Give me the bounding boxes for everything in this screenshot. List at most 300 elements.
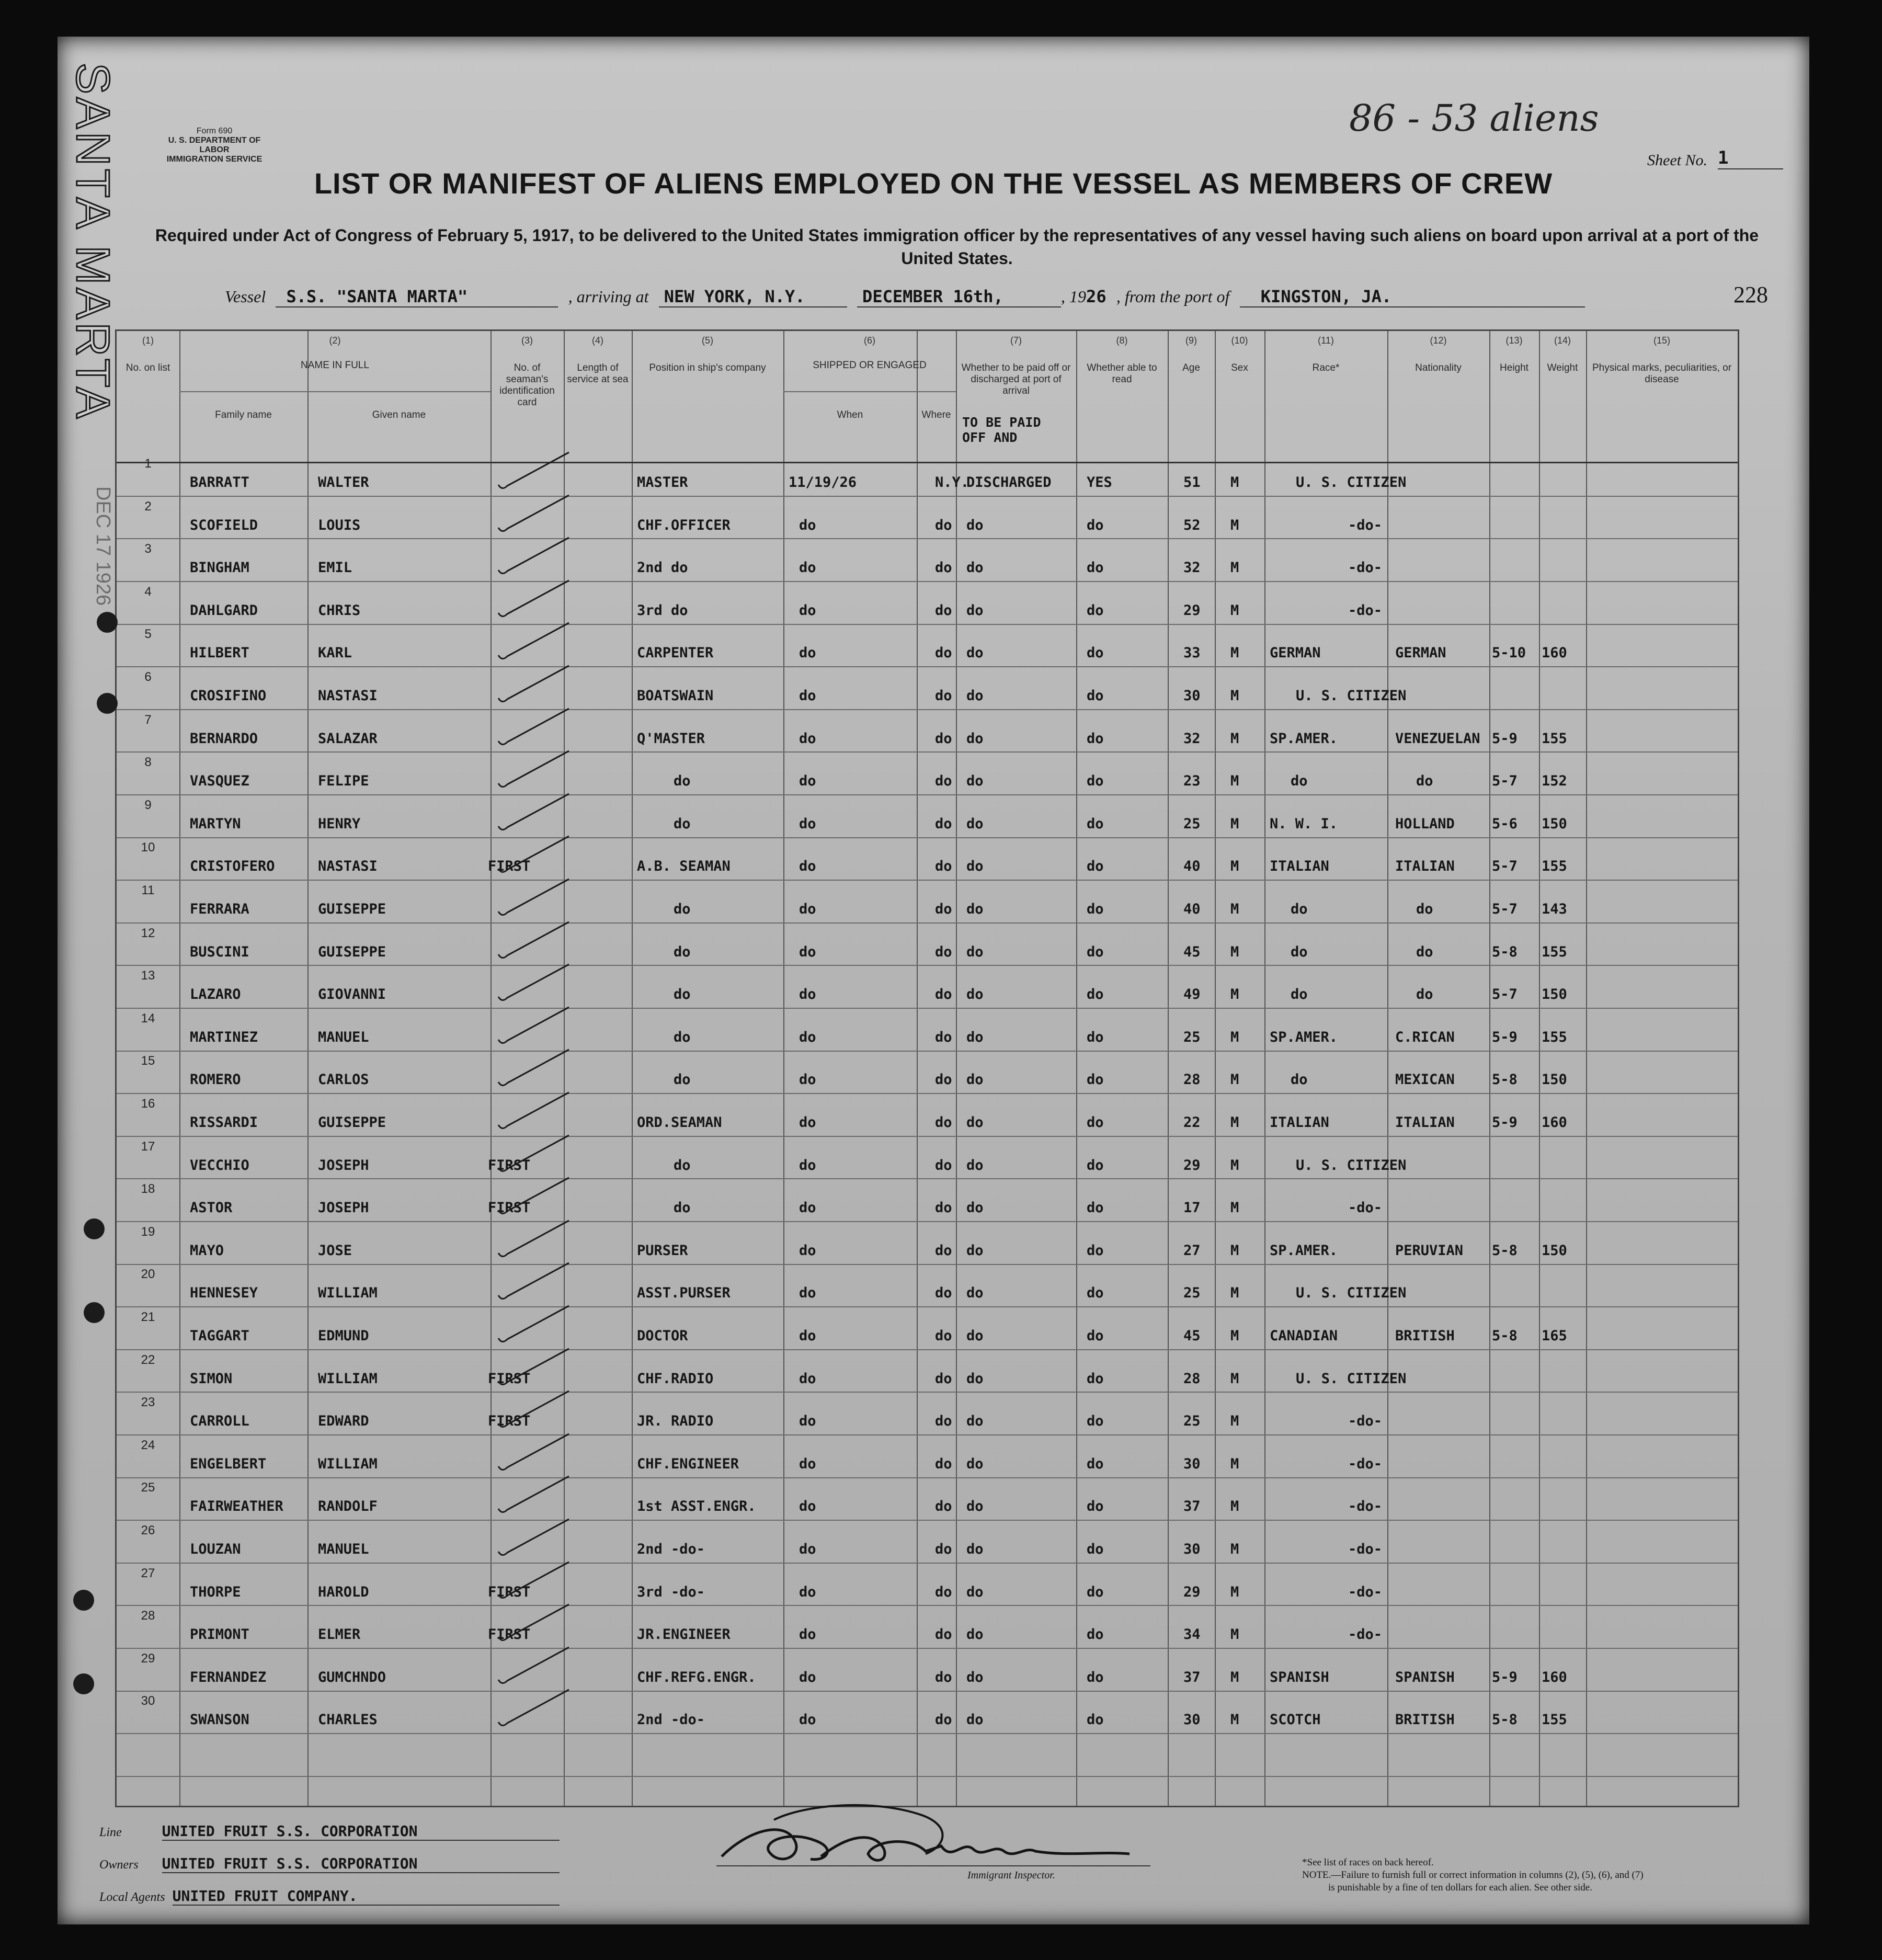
footer-notes	[1302, 1856, 1644, 1894]
row-rule	[117, 1733, 1738, 1734]
column-number: (4)	[592, 335, 603, 346]
paid-off-cell: do	[966, 1242, 984, 1259]
family-name-cell: SIMON	[190, 1370, 233, 1387]
row-rule	[117, 1520, 1738, 1521]
given-name-cell: JOSEPH	[318, 1200, 369, 1216]
position-cell: 3rd do	[637, 602, 688, 619]
paid-off-cell: do	[966, 1200, 984, 1216]
position-cell: CARPENTER	[637, 645, 714, 662]
race-cell: do	[1291, 986, 1308, 1003]
family-name-cell: FERRARA	[190, 901, 249, 918]
sex-cell: M	[1230, 602, 1239, 619]
department-name: U. S. DEPARTMENT OF LABOR	[168, 136, 261, 154]
column-number: (15)	[1653, 335, 1670, 346]
id-card-check-mark	[496, 1685, 574, 1733]
position-cell: do	[674, 1157, 691, 1173]
column-header: Whether to be paid off or discharged at port of arrival	[961, 362, 1071, 396]
manifest-sheet	[58, 37, 1809, 1924]
id-card-check-mark	[496, 1088, 574, 1135]
nationality-cell: MEXICAN	[1395, 1072, 1455, 1088]
id-card-cell: FIRST	[488, 1370, 531, 1387]
race-cell: do	[1291, 943, 1308, 960]
paid-off-cell: do	[966, 1029, 984, 1045]
column-rule	[632, 331, 633, 1806]
position-cell: DOCTOR	[637, 1328, 688, 1344]
given-name-cell: WILLIAM	[318, 1455, 378, 1472]
shipped-where-cell: do	[935, 602, 952, 619]
nationality-cell: ITALIAN	[1395, 858, 1455, 875]
given-name-cell: JOSE	[318, 1242, 352, 1259]
manifest-title: LIST OR MANIFEST OF ALIENS EMPLOYED ON THE VESSEL AS MEMBERS OF CREW	[314, 167, 1553, 200]
age-cell: 17	[1183, 1200, 1201, 1216]
when-subhead: When	[837, 409, 863, 420]
id-card-check-mark	[496, 491, 574, 538]
family-name-cell: TAGGART	[190, 1328, 249, 1344]
race-cell: -do-	[1348, 1626, 1383, 1643]
weight-cell: 155	[1542, 730, 1567, 747]
race-cell: SP.AMER.	[1270, 730, 1338, 747]
races-note: *See list of races on back hereof.	[1302, 1857, 1434, 1868]
race-cell: N. W. I.	[1270, 815, 1338, 832]
able-to-read-cell: do	[1087, 645, 1104, 662]
handwritten-count-note: 86 - 53 aliens	[1349, 97, 1599, 140]
sex-cell: M	[1230, 1157, 1239, 1173]
column-number: (14)	[1554, 335, 1571, 346]
id-card-check-mark	[496, 704, 574, 751]
age-cell: 34	[1183, 1626, 1201, 1643]
row-rule	[117, 922, 1738, 924]
able-to-read-cell: do	[1087, 602, 1104, 619]
arrival-year: 26	[1086, 287, 1107, 306]
row-rule	[117, 1221, 1738, 1222]
shipped-when-cell: do	[799, 688, 816, 704]
id-card-check-mark	[496, 1643, 574, 1690]
row-rule	[117, 1563, 1738, 1564]
from-port-label: , from the port of	[1116, 287, 1230, 306]
row-rule	[117, 1691, 1738, 1692]
height-cell: 5-8	[1492, 1328, 1518, 1344]
id-card-cell: FIRST	[488, 1200, 531, 1216]
shipped-where-cell: do	[935, 1328, 952, 1344]
given-name-cell: HAROLD	[318, 1583, 369, 1600]
row-rule	[117, 837, 1738, 838]
shipped-when-cell: do	[799, 986, 816, 1003]
line-label: Line	[99, 1826, 122, 1839]
vessel-label: Vessel	[225, 287, 266, 306]
age-cell: 29	[1183, 1157, 1201, 1173]
family-name-cell: BERNARDO	[190, 730, 258, 747]
sex-cell: M	[1230, 1541, 1239, 1558]
vessel-side-stamp: SANTA MARTA	[66, 63, 119, 422]
shipped-where-cell: do	[935, 858, 952, 875]
shipped-when-cell: do	[799, 560, 816, 576]
id-card-check-mark	[496, 1558, 574, 1605]
nationality-cell: GERMAN	[1395, 645, 1446, 662]
punch-hole	[84, 1218, 105, 1239]
able-to-read-cell: do	[1087, 730, 1104, 747]
race-cell: SP.AMER.	[1270, 1029, 1338, 1045]
column-header: NAME IN FULL	[301, 360, 369, 371]
sex-cell: M	[1230, 474, 1239, 491]
paid-off-cell: do	[966, 1626, 984, 1643]
position-cell: CHF.ENGINEER	[637, 1455, 739, 1472]
family-name-cell: MARTYN	[190, 815, 241, 832]
position-cell: Q'MASTER	[637, 730, 705, 747]
local-agents-value: UNITED FRUIT COMPANY.	[173, 1887, 560, 1906]
sheet-number-value: 1	[1718, 147, 1783, 169]
family-name-cell: CROSIFINO	[190, 688, 267, 704]
id-card-check-mark	[496, 790, 574, 837]
shipped-when-cell: do	[799, 1370, 816, 1387]
family-name-cell: ENGELBERT	[190, 1455, 267, 1472]
row-number: 1	[144, 457, 152, 471]
given-name-cell: WILLIAM	[318, 1285, 378, 1302]
id-card-cell: FIRST	[488, 1413, 531, 1430]
id-card-check-mark	[496, 619, 574, 666]
received-date-stamp: DEC 17 1926	[92, 486, 114, 606]
sex-cell: M	[1230, 1072, 1239, 1088]
row-rule	[117, 1178, 1738, 1179]
shipped-where-cell: do	[935, 986, 952, 1003]
sex-cell: M	[1230, 773, 1239, 790]
shipped-when-cell: do	[799, 815, 816, 832]
paid-off-cell: do	[966, 1712, 984, 1728]
shipped-where-cell: do	[935, 1583, 952, 1600]
weight-cell: 155	[1542, 943, 1567, 960]
able-to-read-cell: do	[1087, 688, 1104, 704]
race-cell: U. S. CITIZEN	[1296, 688, 1407, 704]
row-number: 21	[141, 1310, 155, 1325]
column-number: (3)	[521, 335, 533, 346]
row-number: 28	[141, 1609, 155, 1623]
row-rule	[117, 1093, 1738, 1094]
id-card-check-mark	[496, 1003, 574, 1050]
position-cell: ASST.PURSER	[637, 1285, 731, 1302]
position-cell: ORD.SEAMAN	[637, 1114, 722, 1131]
arrival-port: NEW YORK, N.Y.	[659, 287, 847, 307]
id-card-check-mark	[496, 662, 574, 709]
paid-off-cell: do	[966, 943, 984, 960]
given-name-cell: MANUEL	[318, 1541, 369, 1558]
column-header: Physical marks, peculiarities, or disease	[1592, 362, 1732, 385]
shipped-where-cell: do	[935, 1541, 952, 1558]
able-to-read-cell: do	[1087, 1072, 1104, 1088]
height-cell: 5-6	[1492, 815, 1518, 832]
age-cell: 30	[1183, 688, 1201, 704]
nationality-cell: SPANISH	[1395, 1669, 1455, 1685]
able-to-read-cell: do	[1087, 1200, 1104, 1216]
id-card-cell: FIRST	[488, 1157, 531, 1173]
row-number: 5	[144, 627, 152, 642]
column-number: (7)	[1010, 335, 1022, 346]
sex-cell: M	[1230, 517, 1239, 533]
id-card-check-mark	[496, 1216, 574, 1263]
height-cell: 5-9	[1492, 1029, 1518, 1045]
race-cell: SP.AMER.	[1270, 1242, 1338, 1259]
paid-off-cell: do	[966, 1455, 984, 1472]
given-name-cell: GUISEPPE	[318, 943, 386, 960]
column-number: (11)	[1318, 335, 1334, 346]
row-number: 30	[141, 1694, 155, 1708]
row-number: 16	[141, 1097, 155, 1111]
row-number: 15	[141, 1054, 155, 1068]
penalty-note-continued: is punishable by a fine of ten dollars for each alien. See other side.	[1328, 1882, 1592, 1893]
family-name-cell: MAYO	[190, 1242, 224, 1259]
column-header: Age	[1182, 362, 1200, 373]
race-cell: U. S. CITIZEN	[1296, 474, 1407, 491]
row-number: 4	[144, 584, 152, 599]
paid-off-cell: do	[966, 901, 984, 918]
family-name-cell: LAZARO	[190, 986, 241, 1003]
row-rule	[117, 581, 1738, 582]
height-cell: 5-7	[1492, 901, 1518, 918]
id-card-check-mark	[496, 576, 574, 623]
able-to-read-cell: do	[1087, 1370, 1104, 1387]
race-cell: CANADIAN	[1270, 1328, 1338, 1344]
weight-cell: 143	[1542, 901, 1567, 918]
row-rule	[117, 1136, 1738, 1137]
paid-off-cell: do	[966, 1328, 984, 1344]
position-cell: 2nd do	[637, 560, 688, 576]
race-cell: -do-	[1348, 602, 1383, 619]
punch-hole	[97, 693, 118, 714]
row-number: 29	[141, 1651, 155, 1666]
id-card-check-mark	[496, 747, 574, 794]
vessel-name: S.S. "SANTA MARTA"	[276, 287, 558, 307]
paid-off-cell: do	[966, 1498, 984, 1515]
local-agents-label: Local Agents	[99, 1890, 165, 1904]
shipped-where-cell: do	[935, 1626, 952, 1643]
height-cell: 5-10	[1492, 645, 1526, 662]
position-cell: MASTER	[637, 474, 688, 491]
paid-off-cell: do	[966, 1157, 984, 1173]
able-to-read-cell: do	[1087, 815, 1104, 832]
position-cell: do	[674, 901, 691, 918]
sex-cell: M	[1230, 1626, 1239, 1643]
id-card-cell: FIRST	[488, 1583, 531, 1600]
row-rule	[117, 1051, 1738, 1052]
race-cell: SPANISH	[1270, 1669, 1329, 1685]
race-cell: GERMAN	[1270, 645, 1321, 662]
shipped-when-cell: do	[799, 517, 816, 533]
row-rule	[117, 751, 1738, 753]
position-cell: A.B. SEAMAN	[637, 858, 731, 875]
position-cell: CHF.RADIO	[637, 1370, 714, 1387]
id-card-check-mark	[496, 1600, 574, 1647]
family-name-cell: SWANSON	[190, 1712, 249, 1728]
column-rule	[1264, 331, 1265, 1806]
given-name-cell: NASTASI	[318, 858, 378, 875]
position-cell: CHF.OFFICER	[637, 517, 731, 533]
sex-cell: M	[1230, 901, 1239, 918]
age-cell: 40	[1183, 901, 1201, 918]
family-name-cell: PRIMONT	[190, 1626, 249, 1643]
family-name-cell: THORPE	[190, 1583, 241, 1600]
row-rule	[117, 1349, 1738, 1350]
column-number: (5)	[702, 335, 713, 346]
nationality-cell: ITALIAN	[1395, 1114, 1455, 1131]
race-cell: -do-	[1348, 560, 1383, 576]
shipped-when-cell: do	[799, 730, 816, 747]
id-card-check-mark	[496, 1045, 574, 1092]
given-name-cell: LOUIS	[318, 517, 361, 533]
sex-cell: M	[1230, 1712, 1239, 1728]
family-name-cell: LOUZAN	[190, 1541, 241, 1558]
column-rule	[179, 331, 180, 1806]
punch-hole	[84, 1302, 105, 1323]
able-to-read-cell: do	[1087, 517, 1104, 533]
column-rule	[917, 331, 918, 1806]
age-cell: 27	[1183, 1242, 1201, 1259]
nationality-cell: BRITISH	[1395, 1328, 1455, 1344]
family-name-cell: HILBERT	[190, 645, 249, 662]
given-name-cell: GUISEPPE	[318, 901, 386, 918]
position-cell: do	[674, 1029, 691, 1045]
family-name-cell: CARROLL	[190, 1413, 249, 1430]
vessel-line	[225, 287, 1585, 307]
able-to-read-cell: do	[1087, 1114, 1104, 1131]
able-to-read-cell: do	[1087, 986, 1104, 1003]
sex-cell: M	[1230, 1114, 1239, 1131]
column-header: No. of seaman's identification card	[499, 362, 555, 408]
height-cell: 5-9	[1492, 1669, 1518, 1685]
manifest-subtitle: Required under Act of Congress of February 5, 1917, to be delivered to the United States immigration officer by the representatives of any vessel having such aliens on board upon arrival at a port of the United States.	[155, 226, 1759, 268]
age-cell: 28	[1183, 1370, 1201, 1387]
id-card-check-mark	[496, 1173, 574, 1221]
age-cell: 29	[1183, 602, 1201, 619]
able-to-read-cell: do	[1087, 560, 1104, 576]
weight-cell: 150	[1542, 986, 1567, 1003]
family-name-cell: BUSCINI	[190, 943, 249, 960]
sex-cell: M	[1230, 943, 1239, 960]
race-cell: ITALIAN	[1270, 1114, 1329, 1131]
race-cell: -do-	[1348, 1498, 1383, 1515]
weight-cell: 155	[1542, 1029, 1567, 1045]
shipped-where-cell: do	[935, 815, 952, 832]
sex-cell: M	[1230, 1669, 1239, 1685]
nationality-cell: do	[1416, 901, 1433, 918]
age-cell: 22	[1183, 1114, 1201, 1131]
paid-off-cell: do	[966, 1583, 984, 1600]
paid-off-cell: do	[966, 1285, 984, 1302]
sheet-number-label: Sheet No.	[1647, 152, 1707, 169]
sex-cell: M	[1230, 1029, 1239, 1045]
height-cell: 5-8	[1492, 943, 1518, 960]
row-number: 20	[141, 1267, 155, 1282]
row-rule	[117, 1776, 1738, 1777]
row-number: 10	[141, 840, 155, 855]
shipped-when-cell: do	[799, 773, 816, 790]
able-to-read-cell: do	[1087, 1328, 1104, 1344]
shipped-where-cell: N.Y.	[935, 474, 969, 491]
paid-off-cell: do	[966, 858, 984, 875]
family-name-cell: VASQUEZ	[190, 773, 249, 790]
sex-cell: M	[1230, 688, 1239, 704]
row-number: 14	[141, 1011, 155, 1025]
id-card-check-mark	[496, 918, 574, 965]
shipped-when-cell: do	[799, 1541, 816, 1558]
id-card-check-mark	[496, 875, 574, 922]
shipped-when-cell: 11/19/26	[789, 474, 857, 491]
shipped-where-cell: do	[935, 1242, 952, 1259]
column-rule	[1215, 331, 1216, 1806]
punch-hole	[73, 1673, 94, 1694]
able-to-read-cell: do	[1087, 943, 1104, 960]
crew-table	[115, 329, 1739, 1807]
given-name-cell: CARLOS	[318, 1072, 369, 1088]
age-cell: 51	[1183, 474, 1201, 491]
family-name-cell: CRISTOFERO	[190, 858, 275, 875]
column-header: Length of service at sea	[567, 362, 629, 385]
race-cell: ITALIAN	[1270, 858, 1329, 875]
row-number: 19	[141, 1224, 155, 1239]
row-number: 27	[141, 1566, 155, 1580]
shipped-where-cell: do	[935, 1157, 952, 1173]
position-cell: JR. RADIO	[637, 1413, 714, 1430]
shipped-where-cell: do	[935, 1455, 952, 1472]
sex-cell: M	[1230, 1370, 1239, 1387]
service-name: IMMIGRATION SERVICE	[166, 155, 263, 164]
shipped-where-cell: do	[935, 1114, 952, 1131]
height-cell: 5-9	[1492, 730, 1518, 747]
race-cell: -do-	[1348, 1583, 1383, 1600]
race-cell: -do-	[1348, 517, 1383, 533]
row-number: 3	[144, 542, 152, 556]
shipped-when-cell: do	[799, 1498, 816, 1515]
id-card-check-mark	[496, 1515, 574, 1562]
shipped-when-cell: do	[799, 943, 816, 960]
sex-cell: M	[1230, 1455, 1239, 1472]
able-to-read-cell: do	[1087, 901, 1104, 918]
shipped-where-cell: do	[935, 645, 952, 662]
row-number: 24	[141, 1438, 155, 1452]
age-cell: 32	[1183, 730, 1201, 747]
column-number: (2)	[329, 335, 341, 346]
weight-cell: 155	[1542, 1712, 1567, 1728]
header-rule	[117, 462, 1738, 463]
paid-off-cell: do	[966, 1114, 984, 1131]
family-name-cell: ASTOR	[190, 1200, 233, 1216]
position-cell: 1st ASST.ENGR.	[637, 1498, 756, 1515]
family-name-subhead: Family name	[215, 409, 272, 420]
shipped-where-cell: do	[935, 517, 952, 533]
row-rule	[117, 666, 1738, 667]
row-rule	[117, 1392, 1738, 1393]
shipped-where-cell: do	[935, 688, 952, 704]
column-number: (1)	[142, 335, 154, 346]
age-cell: 25	[1183, 1413, 1201, 1430]
shipped-where-cell: do	[935, 901, 952, 918]
column-header: Race*	[1312, 362, 1340, 373]
sex-cell: M	[1230, 1200, 1239, 1216]
shipped-when-cell: do	[799, 1413, 816, 1430]
race-cell: -do-	[1348, 1541, 1383, 1558]
where-subhead: Where	[921, 409, 951, 420]
shipped-when-cell: do	[799, 1626, 816, 1643]
column-number: (12)	[1430, 335, 1447, 346]
form-id-block	[157, 127, 272, 164]
paid-off-cell: DISCHARGED	[966, 474, 1052, 491]
given-name-cell: SALAZAR	[318, 730, 378, 747]
row-number: 9	[144, 797, 152, 812]
given-name-cell: EMIL	[318, 560, 352, 576]
able-to-read-cell: do	[1087, 1455, 1104, 1472]
paid-off-cell: do	[966, 1370, 984, 1387]
shipped-when-cell: do	[799, 1200, 816, 1216]
shipped-when-cell: do	[799, 1242, 816, 1259]
column-header: Height	[1500, 362, 1529, 373]
column-rule	[1586, 331, 1587, 1806]
